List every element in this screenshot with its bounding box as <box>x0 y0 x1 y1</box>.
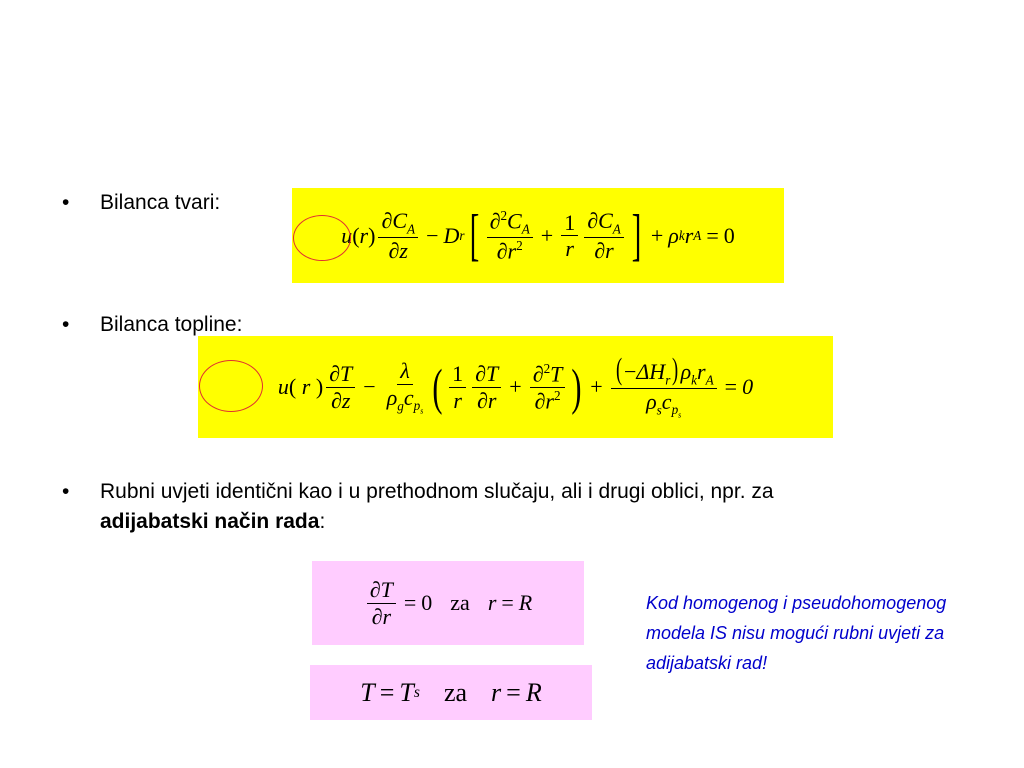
za-word: za <box>443 677 468 707</box>
velocity-highlight-ring <box>199 360 263 412</box>
bullet-text: Rubni uvjeti identični kao i u prethodnom slučaju, ali i drugi oblici, npr. za <box>100 480 774 503</box>
bullet-symbol: • <box>62 313 70 336</box>
mass-balance-equation: u ( r ) $\frac{\partial C_A}{\partial z}$ − D r [ $\frac{\partial^2C_A}{\partial r^2}$ + $\frac{1}{r}$ $\frac{\partial C_A}{\partial r}$ ] + ρ k r A = 0 <box>292 188 784 283</box>
bullet-text-end: : <box>319 510 326 533</box>
bullet-symbol: • <box>62 191 70 214</box>
bullet-symbol: • <box>62 480 70 503</box>
za-word: za <box>450 590 470 615</box>
adiabatic-boundary-condition: $\frac{\partial T}{\partial r}$ = 0 za r = R <box>312 561 584 645</box>
bullet-bold-phrase: adijabatski način rada <box>100 510 320 533</box>
side-note: Kod homogenog i pseudohomogenog modela IS nisu mogući rubni uvjeti za adijabatski rad! <box>646 593 947 673</box>
bullet-boundary-conditions <box>62 477 870 537</box>
bullet-mass-balance <box>62 188 221 218</box>
bullet-label: Bilanca tvari: <box>100 191 221 214</box>
heat-balance-equation: u ( r ) $\frac{\partial T}{\partial z}$ − $\frac{\lambda}{\rho_gc_{p_s}}$ ( $\frac{1}{r}$ $\frac{\partial T}{\partial r}$ + $\frac{\partial^2T}{\partial r^2}$ ) + $\frac{(-\Delta H_r)\rho_kr_A}{\rho_sc_{p_s}}$ = 0 <box>198 336 833 438</box>
bullet-label: Bilanca topline: <box>100 313 243 336</box>
velocity-highlight-ring <box>293 215 351 261</box>
temperature-boundary-condition: T = T s za r = R <box>310 665 592 720</box>
